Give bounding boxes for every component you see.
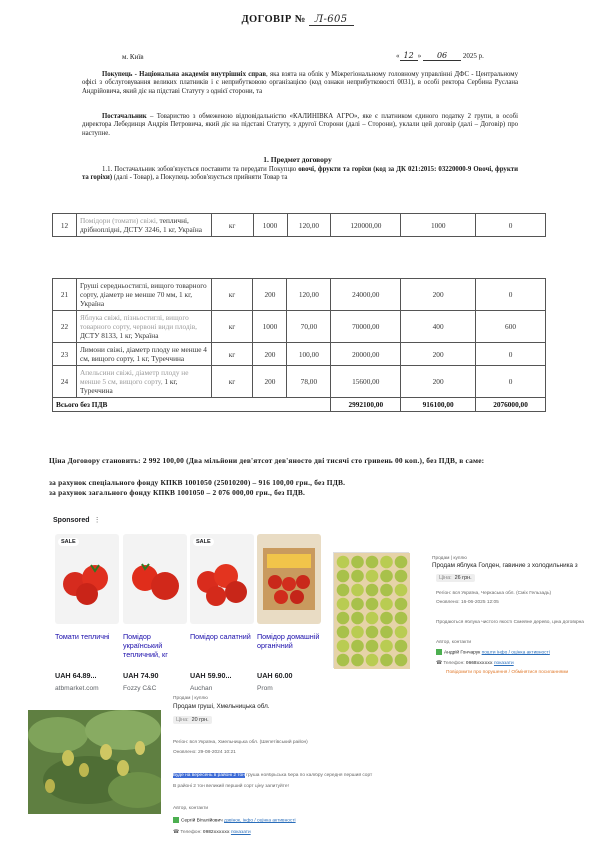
listing-description-2: В районі 2 тон великий перший сорт ціну запитуйте! bbox=[173, 784, 289, 789]
item-general-fund: 600 bbox=[476, 311, 546, 343]
item-name-text: ДСТУ 8133, 1 кг, Україна bbox=[79, 331, 159, 340]
contract-buyer-paragraph: Покупець - Національна академія внутрішніх справ, яка взята на облік у Міжрегіональному головному управлінні ДФС - Центральному офісі з обслуговування великих платників і є неприбутковою організацією (код ознаки неприбутковості 0031), в особі ректора Сербина Руслана Андрійовича, який діє на підставі Статуту з однієї сторони, та bbox=[82, 71, 518, 95]
product-image[interactable] bbox=[190, 534, 254, 624]
apple-shape bbox=[366, 598, 379, 611]
product-name[interactable]: Помідор домашній органічний bbox=[257, 632, 320, 650]
tomato-box-image-icon bbox=[257, 534, 321, 624]
listing-author: Андрій Гончарук пошти інфо / оцінка активності bbox=[436, 649, 550, 655]
item-price: 120,00 bbox=[287, 214, 331, 237]
listing-description: Продаються яблука чистого якості Сімейне дерево, ціна договірна bbox=[436, 620, 584, 625]
tomato-image-icon bbox=[123, 534, 187, 624]
apple-shape bbox=[337, 640, 350, 653]
total-label: Всього без ПДВ bbox=[53, 398, 331, 412]
product-price: UAH 64.89... bbox=[55, 671, 97, 680]
item-price: 70,00 bbox=[287, 311, 331, 343]
apple-shape bbox=[395, 584, 408, 597]
apple-shape bbox=[337, 598, 350, 611]
item-price: 78,00 bbox=[287, 366, 331, 398]
item-general-fund: 0 bbox=[476, 214, 546, 237]
listing-phone: ☎ Телефон: 0668xxxxxx показати bbox=[436, 661, 514, 666]
phone-icon: ☎ bbox=[436, 661, 442, 666]
apple-shape bbox=[351, 556, 364, 569]
total-special-fund: 916100,00 bbox=[401, 398, 476, 412]
product-image[interactable] bbox=[55, 534, 119, 624]
tomato-image-icon bbox=[55, 534, 119, 624]
item-quantity: 1000 bbox=[253, 311, 287, 343]
table-row bbox=[53, 279, 546, 311]
item-name bbox=[76, 311, 211, 343]
sale-badge: SALE bbox=[58, 538, 79, 546]
product-price: UAH 74.90 bbox=[123, 671, 159, 680]
apple-shape bbox=[380, 584, 393, 597]
sponsored-card[interactable] bbox=[123, 534, 187, 696]
apple-listing-photo[interactable] bbox=[333, 552, 409, 668]
item-unit: кг bbox=[211, 343, 253, 366]
sponsored-label: Sponsored ⋮ bbox=[53, 517, 101, 524]
item-special-fund: 200 bbox=[401, 343, 476, 366]
item-name bbox=[76, 214, 211, 237]
apple-shape bbox=[395, 556, 408, 569]
apple-shape bbox=[366, 626, 379, 639]
row-number: 24 bbox=[53, 366, 77, 398]
report-link[interactable]: Повідомити про порушення / Обмінятися посиланнями bbox=[446, 670, 569, 675]
apple-shape bbox=[380, 612, 393, 625]
selected-text: Буде на вересень в районі 2 тон bbox=[173, 773, 245, 778]
contract-subject-paragraph: 1.1. Постачальник зобов'язується поставити та передати Покупцю овочі, фрукти та горіхи (код за ДК 021:2015: 03220000-9 Овочі, фрукти та горіхи) (далі - Товар), а Покупець зобов'язується прийняти Товар та bbox=[82, 166, 518, 182]
general-fund-line: за рахунок загального фонду КПКВ 1001050 – 2 076 000,00 грн., без ПДВ. bbox=[49, 488, 306, 497]
item-price: 100,00 bbox=[287, 343, 331, 366]
listing-title[interactable]: Продам яблука Голден, гавиние з холодильника з bbox=[432, 562, 578, 569]
listing-phone: ☎ Телефон: 0982xxxxxx показати bbox=[173, 830, 251, 835]
user-icon bbox=[173, 817, 179, 823]
item-name-text: Груші середньостиглі, вищого товарного сорту, діаметр не менше 70 мм, 1 кг, Україна bbox=[79, 281, 207, 308]
apple-shape bbox=[366, 640, 379, 653]
listing-region: Регіон: вся Україна, Черкаська обл. (Сміх Гельзадь) bbox=[436, 591, 552, 596]
item-quantity: 200 bbox=[253, 366, 287, 398]
date-month: 06 bbox=[423, 51, 461, 61]
item-general-fund: 0 bbox=[476, 343, 546, 366]
item-sum: 24000,00 bbox=[331, 279, 401, 311]
apple-shape bbox=[366, 570, 379, 583]
item-unit: кг bbox=[211, 366, 253, 398]
apple-shape bbox=[351, 640, 364, 653]
apple-crate-icon bbox=[334, 553, 410, 669]
listing-description: Буде на вересень в районі 2 тон груша ноябрьська бера по калібру середня перший сорт bbox=[173, 773, 373, 778]
item-name-text: тепличні, дрібноплідні, ДСТУ 3246, 1 кг, Україна bbox=[79, 216, 202, 234]
item-special-fund: 400 bbox=[401, 311, 476, 343]
item-sum: 120000,00 bbox=[331, 214, 401, 237]
product-name[interactable]: Помідор салатний bbox=[190, 632, 251, 641]
apple-shape bbox=[351, 654, 364, 667]
contract-title: ДОГОВІР № Л-605 bbox=[0, 14, 595, 25]
sale-badge: SALE bbox=[193, 538, 214, 546]
apple-shape bbox=[351, 584, 364, 597]
apple-shape bbox=[395, 612, 408, 625]
date-day: 12 bbox=[400, 51, 418, 61]
item-unit: кг bbox=[211, 311, 253, 343]
contract-date: « 12 » 06 2025 р. bbox=[396, 51, 484, 60]
listing-region: Регіон: вся Україна, Хмельницька обл. (Шепетівський район) bbox=[173, 740, 308, 745]
table-total-row bbox=[53, 398, 546, 412]
item-quantity: 200 bbox=[253, 279, 287, 311]
section-heading: 1. Предмет договору bbox=[263, 155, 332, 164]
tomato-image-icon bbox=[190, 534, 254, 624]
item-name-faded: Апельсини свіжі, діаметр плоду не менше 5 см, вищого сорту, bbox=[79, 368, 189, 386]
product-shop: Auchan bbox=[190, 685, 213, 692]
table-row bbox=[53, 214, 546, 237]
listing-author-label: Автор, контакти bbox=[436, 640, 472, 645]
item-sum: 70000,00 bbox=[331, 311, 401, 343]
apple-shape bbox=[380, 598, 393, 611]
item-name bbox=[76, 343, 211, 366]
row-number: 23 bbox=[53, 343, 77, 366]
contract-price-line: Ціна Договору становить: 2 992 100,00 (Два мільйони дев'ятсот дев'яносто дві тисячі сто гривень 00 коп.), без ПДВ, в саме: bbox=[49, 456, 485, 465]
item-sum: 15600,00 bbox=[331, 366, 401, 398]
product-name[interactable]: Томати тепличні bbox=[55, 632, 110, 641]
listing-author-label: Автор, контакти bbox=[173, 806, 209, 811]
more-options-icon[interactable]: ⋮ bbox=[93, 517, 101, 524]
row-number: 21 bbox=[53, 279, 77, 311]
apple-shape bbox=[337, 626, 350, 639]
apple-shape bbox=[337, 570, 350, 583]
item-sum: 20000,00 bbox=[331, 343, 401, 366]
listing-category: Продам | куплю bbox=[432, 556, 467, 561]
specification-table-fragment-2 bbox=[52, 278, 546, 412]
listing-price: Ціна: 26 грн. bbox=[436, 574, 475, 582]
item-name-faded: Яблука свіжі, пізньостиглі, вищого товарного сорту, червоні види плодів, bbox=[79, 313, 198, 331]
pear-listing-photo[interactable] bbox=[28, 710, 161, 814]
listing-price: Ціна: 20 грн. bbox=[173, 716, 212, 724]
apple-shape bbox=[337, 556, 350, 569]
item-quantity: 200 bbox=[253, 343, 287, 366]
item-special-fund: 200 bbox=[401, 279, 476, 311]
item-price: 120,00 bbox=[287, 279, 331, 311]
listing-category: Продам | куплю bbox=[173, 696, 208, 701]
item-unit: кг bbox=[211, 279, 253, 311]
item-special-fund: 200 bbox=[401, 366, 476, 398]
sponsored-card[interactable] bbox=[190, 534, 254, 696]
product-image[interactable] bbox=[123, 534, 187, 624]
apple-shape bbox=[351, 626, 364, 639]
item-name bbox=[76, 279, 211, 311]
product-shop: atbmarket.com bbox=[55, 685, 99, 692]
row-number: 22 bbox=[53, 311, 77, 343]
product-price: UAH 60.00 bbox=[257, 671, 293, 680]
apple-shape bbox=[351, 570, 364, 583]
apple-shape bbox=[366, 556, 379, 569]
product-price: UAH 59.90... bbox=[190, 671, 232, 680]
item-name-text: 1 кг, Туреччина bbox=[79, 377, 178, 395]
apple-shape bbox=[366, 584, 379, 597]
item-name-text: Лимони свіжі, діаметр плоду не менше 4 см, вищого сорту, 1 кг, Туреччина bbox=[79, 345, 207, 363]
apple-shape bbox=[395, 598, 408, 611]
listing-updated: Оновлено: 29-08-2024 10:21 bbox=[173, 750, 236, 755]
apple-shape bbox=[366, 654, 379, 667]
apple-shape bbox=[380, 654, 393, 667]
product-name[interactable]: Помідор український тепличний, кг bbox=[123, 632, 168, 659]
sponsored-card[interactable] bbox=[55, 534, 119, 696]
phone-icon: ☎ bbox=[173, 830, 179, 835]
date-year: 2025 р. bbox=[462, 52, 484, 60]
item-name bbox=[76, 366, 211, 398]
user-icon bbox=[436, 649, 442, 655]
apple-shape bbox=[380, 570, 393, 583]
item-general-fund: 0 bbox=[476, 279, 546, 311]
listing-title[interactable]: Продам груші, Хмельницька обл. bbox=[173, 703, 270, 710]
item-unit: кг bbox=[211, 214, 253, 237]
item-name-faded: Помідори (томати) свіжі, bbox=[79, 216, 160, 225]
pear-tree-icon bbox=[28, 710, 161, 814]
apple-shape bbox=[380, 640, 393, 653]
table-row bbox=[53, 343, 546, 366]
apple-shape bbox=[395, 626, 408, 639]
table-row bbox=[53, 366, 546, 398]
apple-shape bbox=[351, 598, 364, 611]
apple-shape bbox=[337, 584, 350, 597]
apple-shape bbox=[337, 654, 350, 667]
apple-shape bbox=[351, 612, 364, 625]
apple-shape bbox=[395, 640, 408, 653]
item-general-fund: 0 bbox=[476, 366, 546, 398]
contract-supplier-paragraph: Постачальник – Товариство з обмеженою відповідальністю «КАЛИНІВКА АГРО», яке є платником єдиного податку 2 групи, в особі директора Лебединця Андрія Петровича, який діє на підставі Статуту, з другої Сторони (далі – Сторони), уклали цей договір (далі – Договір) про наступне. bbox=[82, 113, 518, 137]
apple-shape bbox=[380, 556, 393, 569]
apple-shape bbox=[395, 570, 408, 583]
table-row bbox=[53, 311, 546, 343]
listing-updated: Оновлено: 16-06-2025 12:05 bbox=[436, 600, 499, 605]
product-shop: Prom bbox=[257, 685, 273, 692]
total-sum: 2992100,00 bbox=[331, 398, 401, 412]
contract-number-handwritten: Л-605 bbox=[309, 14, 354, 26]
special-fund-line: за рахунок спеціального фонду КПКВ 1001050 (25010200) – 916 100,00 грн., без ПДВ. bbox=[49, 478, 346, 487]
item-quantity: 1000 bbox=[253, 214, 287, 237]
apple-shape bbox=[380, 626, 393, 639]
total-general-fund: 2076000,00 bbox=[476, 398, 546, 412]
product-image[interactable] bbox=[257, 534, 321, 624]
sponsored-card[interactable] bbox=[257, 534, 321, 696]
item-special-fund: 1000 bbox=[401, 214, 476, 237]
contract-city: м. Київ bbox=[122, 53, 144, 61]
row-number: 12 bbox=[53, 214, 77, 237]
product-shop: Fozzy C&C bbox=[123, 685, 157, 692]
listing-author: Сергій Віталійович дзвінок, інфо / оцінка активності bbox=[173, 817, 296, 823]
apple-shape bbox=[395, 654, 408, 667]
specification-table-fragment-1 bbox=[52, 213, 546, 237]
apple-shape bbox=[366, 612, 379, 625]
apple-shape bbox=[337, 612, 350, 625]
